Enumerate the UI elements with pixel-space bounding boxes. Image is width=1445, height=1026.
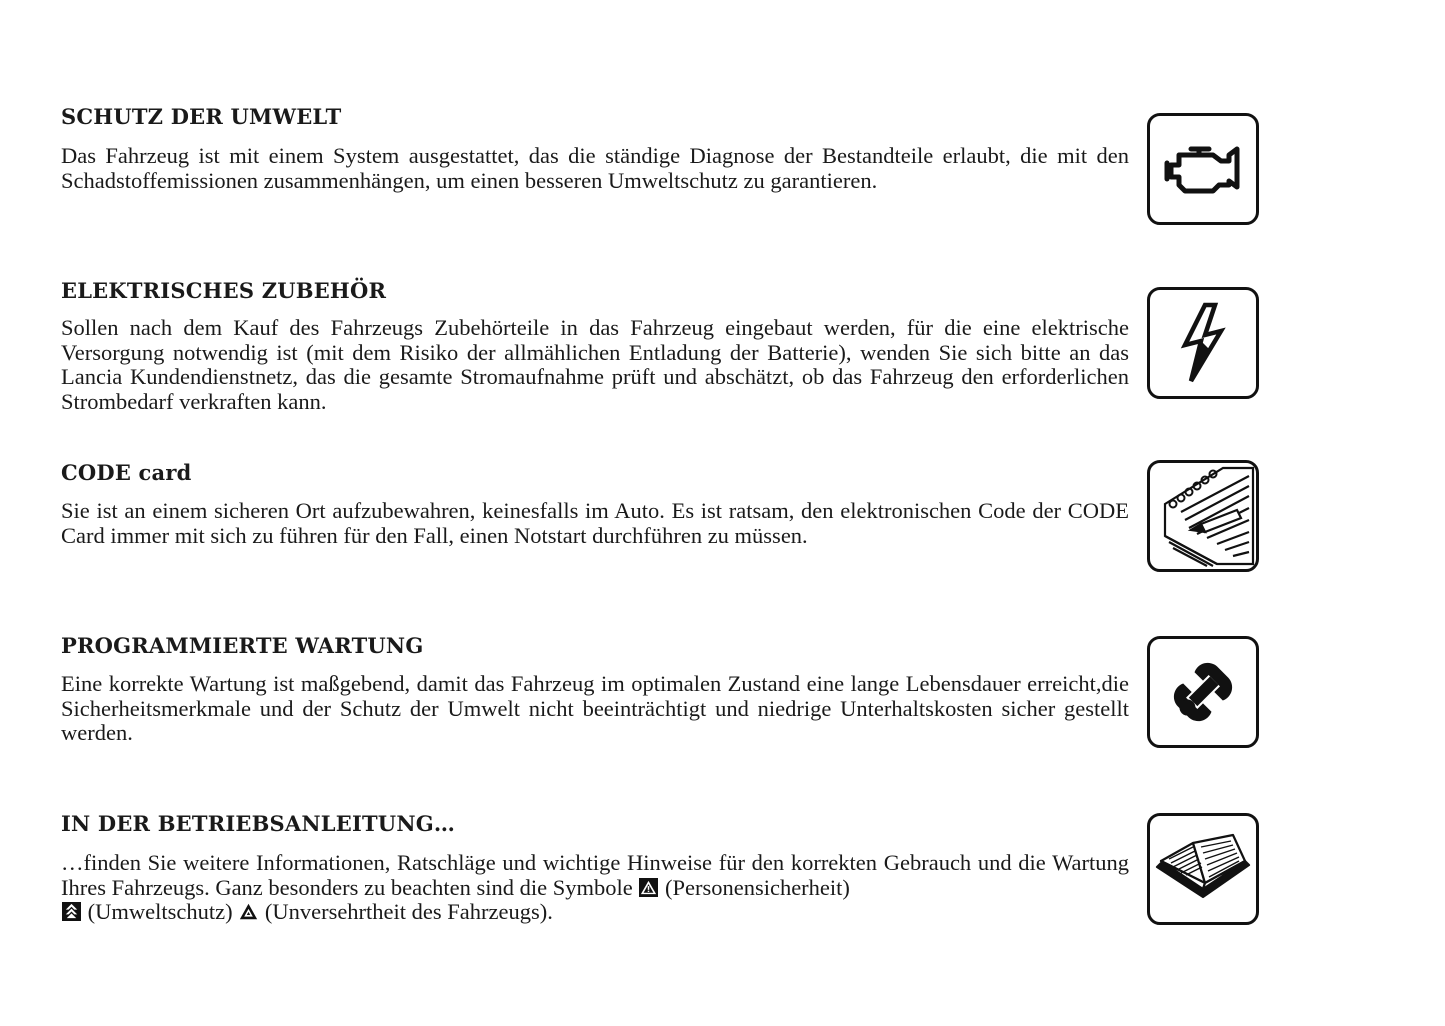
- section-title: ELEKTRISCHES ZUBEHÖR: [61, 278, 387, 303]
- lightning-bolt-icon: [1147, 287, 1259, 399]
- person-safety-icon: [639, 878, 658, 897]
- section-programmierte-wartung: [61, 633, 1129, 746]
- section-text: Sie ist an einem sicheren Ort aufzubewahren, keinesfalls im Auto. Es ist ratsam, den elektronischen Code der CODE Card immer mit sich zu führen für den Fall, einen Notstart durchführen zu müssen.: [61, 498, 1129, 548]
- open-book-icon: [1147, 813, 1259, 925]
- section-text: Eine korrekte Wartung ist maßgebend, damit das Fahrzeug im optimalen Zustand eine lange Lebensdauer erreicht,die Sicherheitsmerkmale und der Schutz der Umwelt nicht beeinträchtigt und niedrige Unterhaltskosten sicher gestellt werden.: [61, 671, 1129, 745]
- section-text-part: (Umweltschutz): [87, 899, 233, 924]
- section-schutz-der-umwelt: [61, 104, 1129, 193]
- environment-protection-icon: [62, 902, 81, 921]
- section-text: [61, 851, 1129, 925]
- section-code-card: [61, 460, 1129, 548]
- vehicle-integrity-icon: [239, 902, 258, 921]
- section-title: PROGRAMMIERTE WARTUNG: [61, 633, 424, 658]
- section-betriebsanleitung: [61, 811, 1129, 925]
- section-title: CODE card: [61, 460, 192, 485]
- section-title: SCHUTZ DER UMWELT: [61, 104, 342, 129]
- section-text-part: …finden Sie weitere Informationen, Ratschläge und wichtige Hinweise für den korrekten Gebrauch und die Wartung Ihres Fahrzeugs. Ganz besonders zu beachten sind die Symbole: [61, 850, 1129, 900]
- section-text: Sollen nach dem Kauf des Fahrzeugs Zubehörteile in das Fahrzeug eingebaut werden, für die eine elektrische Versorgung notwendig ist (mit dem Risiko der allmählichen Entladung der Batterie), wenden Sie sich bitte an das Lancia Kundendienstnetz, das die gesamte Stromaufnahme prüft und abschätzt, ob das Fahrzeug den erforderlichen Strombedarf verkraften kann.: [61, 315, 1129, 414]
- section-title: IN DER BETRIEBSANLEITUNG…: [61, 811, 456, 836]
- section-text: Das Fahrzeug ist mit einem System ausgestattet, das die ständige Diagnose der Bestandteile erlaubt, die mit den Schadstoffemissionen zusammenhängen, um einen besseren Umweltschutz zu garantieren.: [61, 143, 1129, 193]
- engine-check-icon: [1147, 113, 1259, 225]
- section-text-part: (Unversehrtheit des Fahrzeugs).: [264, 899, 553, 924]
- section-elektrisches-zubehoer: [61, 278, 1129, 414]
- wrench-icon: [1147, 636, 1259, 748]
- section-text-part: (Personensicherheit): [664, 874, 850, 900]
- notebook-pencil-icon: [1147, 460, 1259, 572]
